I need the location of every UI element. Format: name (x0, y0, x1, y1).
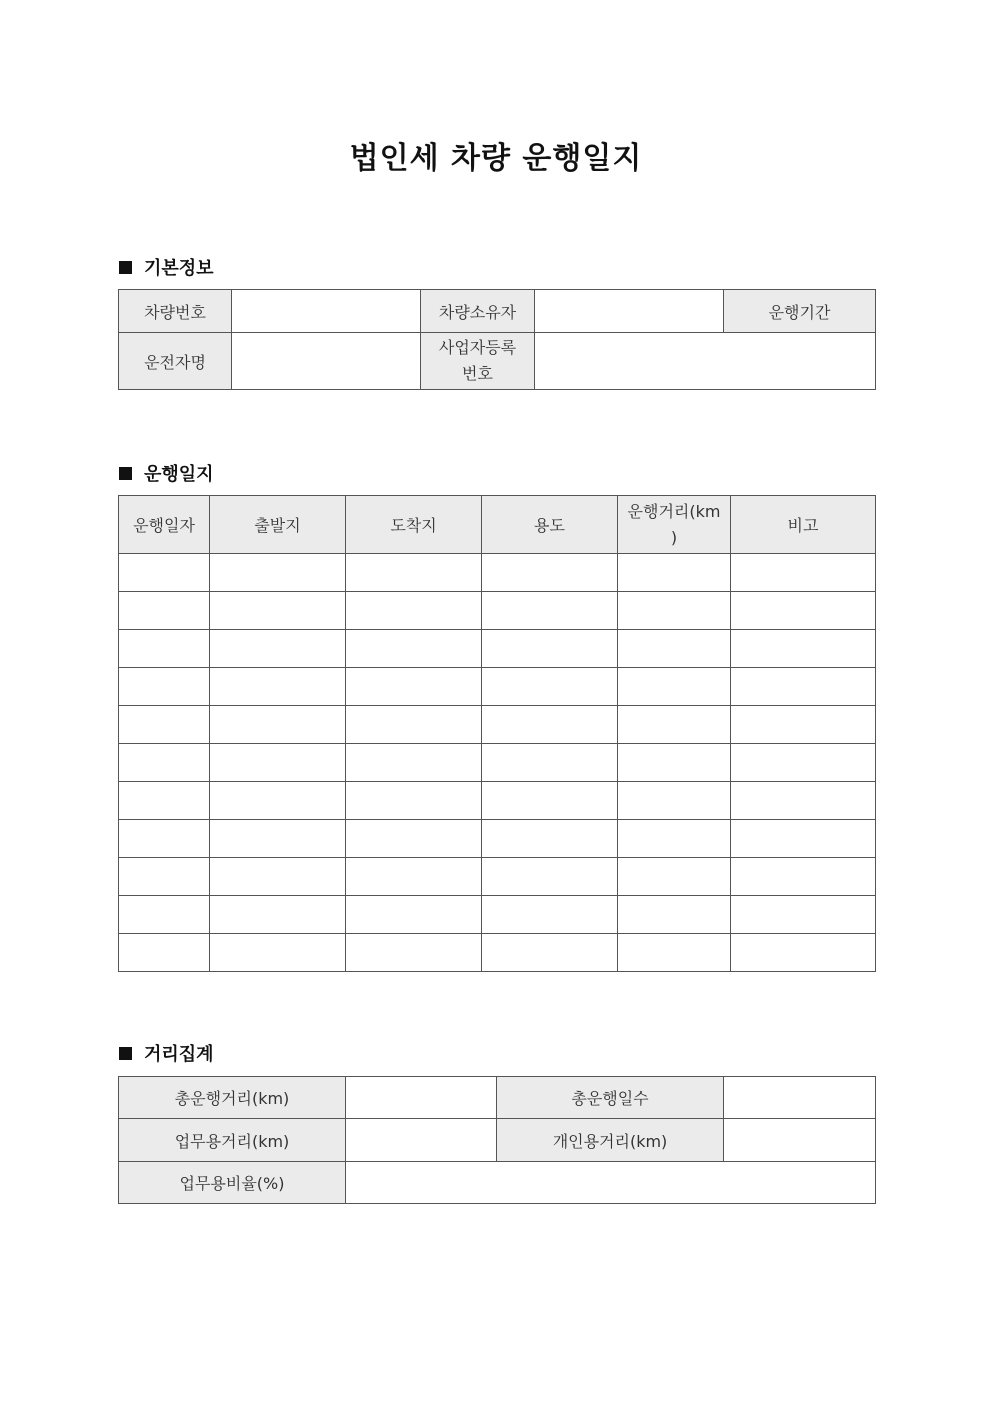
personal-distance-label: 개인용거리(km) (497, 1119, 724, 1162)
col-departure-header: 출발지 (210, 496, 346, 554)
log-row (119, 706, 876, 744)
log-cell-purpose[interactable] (482, 706, 618, 744)
business-ratio-field[interactable] (346, 1162, 876, 1204)
driving-log-table (118, 495, 876, 972)
log-cell-note[interactable] (731, 744, 876, 782)
log-cell-date[interactable] (119, 744, 210, 782)
log-cell-distance[interactable] (618, 858, 731, 896)
square-bullet-icon (119, 1047, 132, 1060)
summary-heading (119, 1040, 214, 1066)
col-distance-header (618, 496, 731, 554)
log-cell-distance[interactable] (618, 896, 731, 934)
log-cell-distance[interactable] (618, 820, 731, 858)
col-date-header: 운행일자 (119, 496, 210, 554)
log-cell-departure[interactable] (210, 668, 346, 706)
log-row (119, 934, 876, 972)
log-cell-date[interactable] (119, 592, 210, 630)
summary-row-3 (119, 1162, 876, 1204)
summary-row-2 (119, 1119, 876, 1162)
basic-info-heading-text: 기본정보 (144, 258, 214, 279)
log-cell-purpose[interactable] (482, 592, 618, 630)
driver-name-field[interactable] (232, 333, 421, 390)
square-bullet-icon (119, 467, 132, 480)
log-cell-note[interactable] (731, 554, 876, 592)
log-row (119, 630, 876, 668)
col-distance-header-line2: ) (670, 527, 678, 547)
log-cell-departure[interactable] (210, 820, 346, 858)
summary-row-1 (119, 1077, 876, 1119)
log-cell-note[interactable] (731, 592, 876, 630)
log-cell-departure[interactable] (210, 744, 346, 782)
log-cell-distance[interactable] (618, 668, 731, 706)
log-cell-date[interactable] (119, 934, 210, 972)
log-cell-departure[interactable] (210, 706, 346, 744)
log-cell-departure[interactable] (210, 934, 346, 972)
log-cell-distance[interactable] (618, 630, 731, 668)
log-row (119, 896, 876, 934)
operation-period-label: 운행기간 (724, 290, 876, 333)
log-cell-purpose[interactable] (482, 782, 618, 820)
log-cell-arrival[interactable] (346, 630, 482, 668)
page-title: 법인세 차량 운행일지 (349, 141, 643, 176)
log-cell-date[interactable] (119, 668, 210, 706)
log-cell-arrival[interactable] (346, 554, 482, 592)
business-distance-field[interactable] (346, 1119, 497, 1162)
log-cell-date[interactable] (119, 782, 210, 820)
square-bullet-icon (119, 261, 132, 274)
log-cell-distance[interactable] (618, 706, 731, 744)
log-cell-purpose[interactable] (482, 858, 618, 896)
col-arrival-header: 도착지 (346, 496, 482, 554)
log-header-row (119, 496, 876, 554)
log-cell-departure[interactable] (210, 554, 346, 592)
personal-distance-field[interactable] (724, 1119, 876, 1162)
business-reg-number-label (421, 333, 535, 390)
log-cell-date[interactable] (119, 858, 210, 896)
log-cell-note[interactable] (731, 934, 876, 972)
log-cell-arrival[interactable] (346, 896, 482, 934)
basic-info-table (118, 289, 876, 390)
col-purpose-header: 용도 (482, 496, 618, 554)
log-cell-purpose[interactable] (482, 554, 618, 592)
log-cell-date[interactable] (119, 554, 210, 592)
log-cell-note[interactable] (731, 782, 876, 820)
log-cell-purpose[interactable] (482, 630, 618, 668)
log-cell-distance[interactable] (618, 744, 731, 782)
col-distance-header-line1: 운행거리(km (627, 501, 721, 521)
log-cell-purpose[interactable] (482, 668, 618, 706)
vehicle-owner-label: 차량소유자 (421, 290, 535, 333)
total-days-field[interactable] (724, 1077, 876, 1119)
log-heading-text: 운행일지 (144, 464, 214, 485)
log-cell-arrival[interactable] (346, 592, 482, 630)
log-cell-departure[interactable] (210, 858, 346, 896)
log-cell-departure[interactable] (210, 592, 346, 630)
business-reg-label-line1: 사업자등록 (438, 338, 517, 357)
log-cell-date[interactable] (119, 706, 210, 744)
log-cell-note[interactable] (731, 896, 876, 934)
log-cell-date[interactable] (119, 630, 210, 668)
total-days-label: 총운행일수 (497, 1077, 724, 1119)
log-cell-purpose[interactable] (482, 820, 618, 858)
log-row (119, 744, 876, 782)
log-cell-arrival[interactable] (346, 934, 482, 972)
basic-info-heading (119, 254, 214, 280)
log-cell-arrival[interactable] (346, 782, 482, 820)
vehicle-number-field[interactable] (232, 290, 421, 333)
log-cell-note[interactable] (731, 858, 876, 896)
log-cell-note[interactable] (731, 706, 876, 744)
log-cell-note[interactable] (731, 820, 876, 858)
distance-summary-table (118, 1076, 876, 1204)
log-cell-purpose[interactable] (482, 896, 618, 934)
log-cell-purpose[interactable] (482, 744, 618, 782)
business-reg-label-line2: 번호 (462, 364, 493, 383)
vehicle-number-label: 차량번호 (119, 290, 232, 333)
business-distance-label: 업무용거리(km) (119, 1119, 346, 1162)
log-body (119, 554, 876, 972)
log-row (119, 554, 876, 592)
log-cell-purpose[interactable] (482, 934, 618, 972)
vehicle-owner-field[interactable] (535, 290, 724, 333)
log-cell-distance[interactable] (618, 782, 731, 820)
log-cell-distance[interactable] (618, 554, 731, 592)
log-cell-note[interactable] (731, 630, 876, 668)
total-distance-field[interactable] (346, 1077, 497, 1119)
log-cell-arrival[interactable] (346, 820, 482, 858)
col-note-header: 비고 (731, 496, 876, 554)
log-row (119, 668, 876, 706)
log-heading (119, 460, 214, 486)
log-cell-arrival[interactable] (346, 668, 482, 706)
log-cell-distance[interactable] (618, 592, 731, 630)
log-row (119, 592, 876, 630)
basic-info-row-2 (119, 333, 876, 390)
driver-name-label: 운전자명 (119, 333, 232, 390)
log-cell-departure[interactable] (210, 896, 346, 934)
summary-heading-text: 거리집계 (144, 1044, 214, 1065)
log-cell-note[interactable] (731, 668, 876, 706)
log-row (119, 820, 876, 858)
total-distance-label: 총운행거리(km) (119, 1077, 346, 1119)
log-cell-distance[interactable] (618, 934, 731, 972)
business-ratio-label: 업무용비율(%) (119, 1162, 346, 1204)
log-cell-arrival[interactable] (346, 744, 482, 782)
log-cell-departure[interactable] (210, 782, 346, 820)
log-cell-arrival[interactable] (346, 706, 482, 744)
basic-info-row-1 (119, 290, 876, 333)
log-row (119, 858, 876, 896)
log-cell-departure[interactable] (210, 630, 346, 668)
log-row (119, 782, 876, 820)
log-cell-arrival[interactable] (346, 858, 482, 896)
log-cell-date[interactable] (119, 896, 210, 934)
business-reg-number-field[interactable] (535, 333, 876, 390)
log-cell-date[interactable] (119, 820, 210, 858)
